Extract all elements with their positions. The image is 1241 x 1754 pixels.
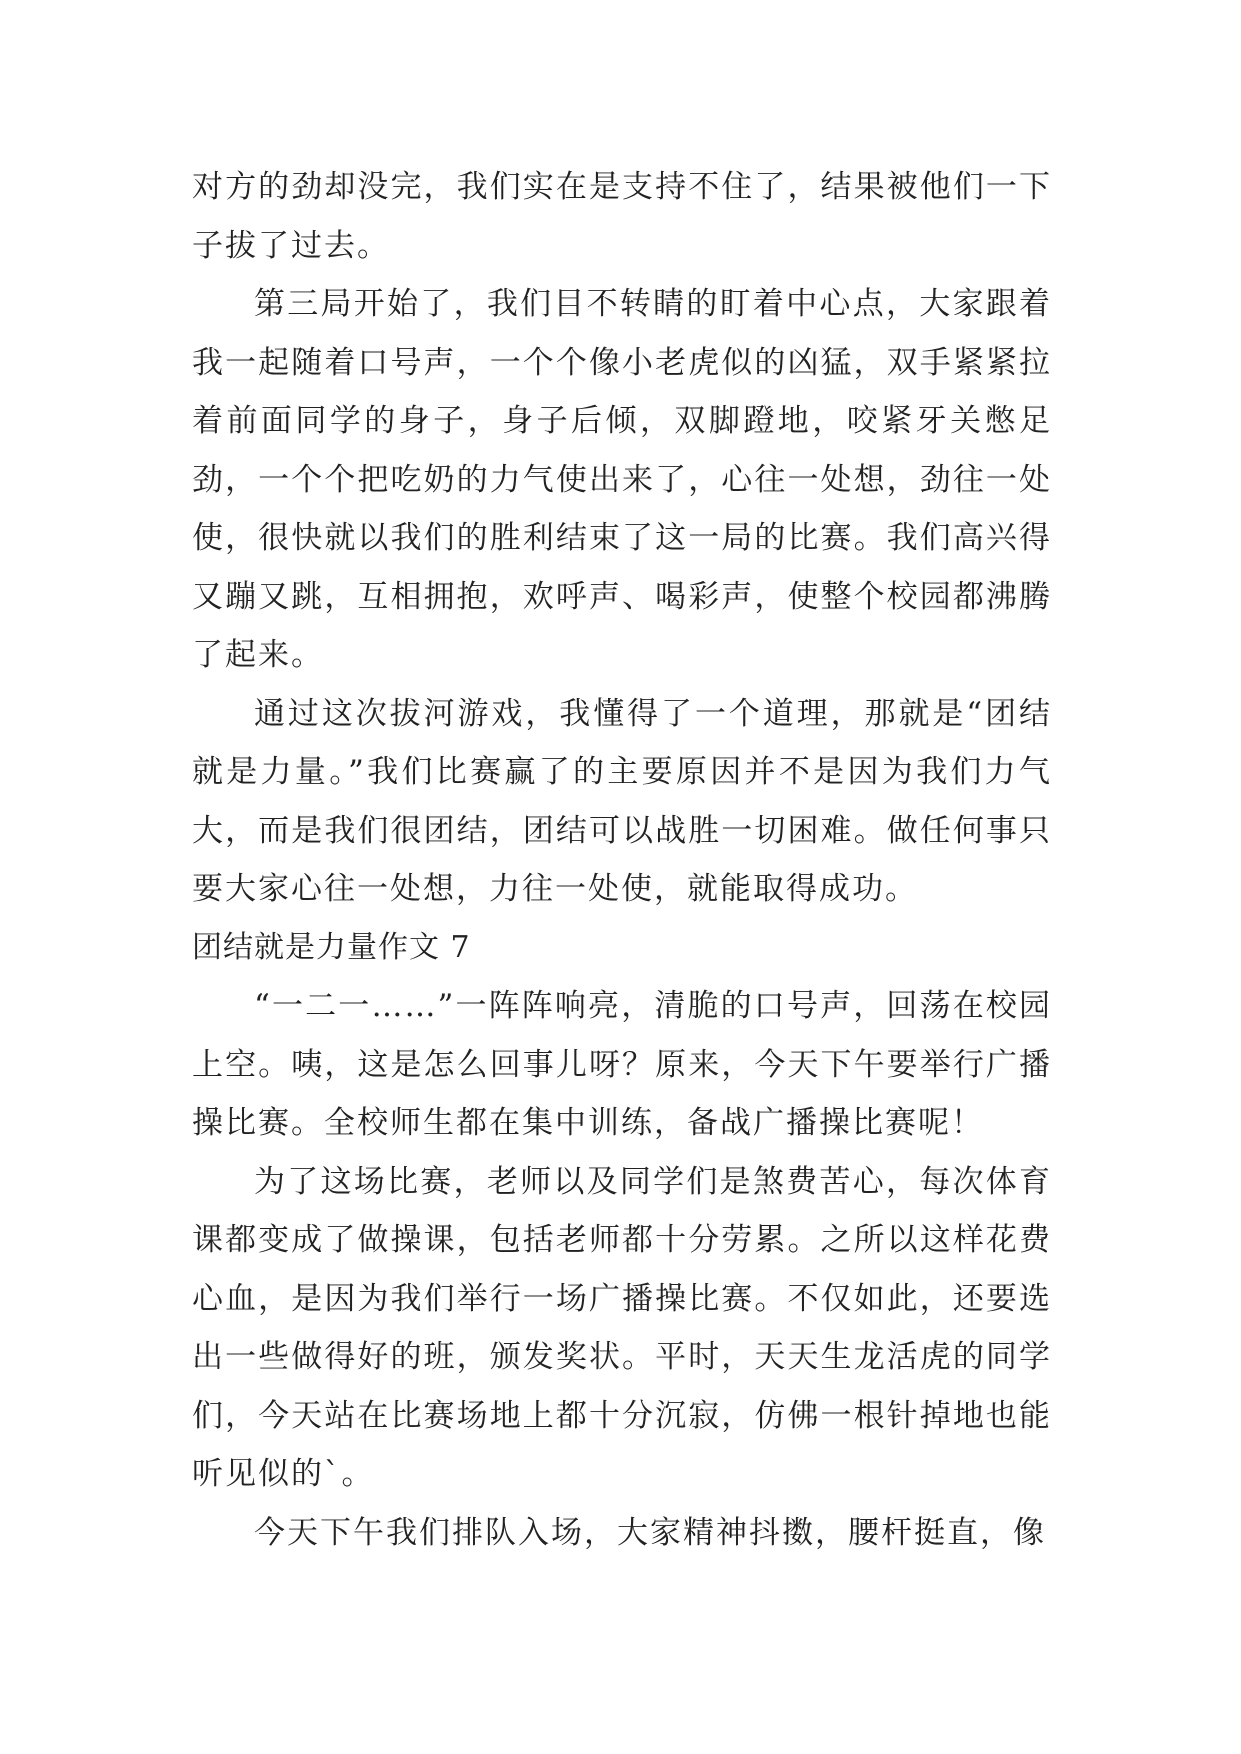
section-heading: 团结就是力量作文 7 xyxy=(192,929,471,965)
paragraph-lesson: 通过这次拔河游戏，我懂得了一个道理，那就是“团结就是力量。”我们比赛赢了的主要原因并不是因为我们力气大，而是我们很团结，团结可以战胜一切困难。做任何事只要大家心往一处想，力往一处使，就能取得成功。 xyxy=(192,695,1052,907)
paragraph-slogan: “一二一……”一阵阵响亮，清脆的口号声，回荡在校园上空。咦，这是怎么回事儿呀？原来，今天下午要举行广播操比赛。全校师生都在集中训练，备战广播操比赛呢！ xyxy=(192,988,1052,1141)
paragraph-entrance: 今天下午我们排队入场，大家精神抖擞，腰杆挺直，像 xyxy=(254,1514,1046,1551)
paragraph-preparation: 为了这场比赛，老师以及同学们是煞费苦心，每次体育课都变成了做操课，包括老师都十分劳累。之所以这样花费心血，是因为我们举行一场广播操比赛。不仅如此，还要选出一些做得好的班，颁发奖状。平时，天天生龙活虎的同学们，今天站在比赛场地上都十分沉寂，仿佛一根针掉地也能听见似的`。 xyxy=(192,1163,1052,1492)
document-body xyxy=(192,158,1052,1562)
paragraph-third-round: 第三局开始了，我们目不转睛的盯着中心点，大家跟着我一起随着口号声，一个个像小老虎似的凶猛，双手紧紧拉着前面同学的身子，身子后倾，双脚蹬地，咬紧牙关憋足劲，一个个把吃奶的力气使出来了，心往一处想，劲往一处使，很快就以我们的胜利结束了这一局的比赛。我们高兴得又蹦又跳，互相拥抱，欢呼声、喝彩声，使整个校园都沸腾了起来。 xyxy=(192,286,1052,673)
paragraph-continued: 对方的劲却没完，我们实在是支持不住了，结果被他们一下子拔了过去。 xyxy=(192,169,1052,264)
